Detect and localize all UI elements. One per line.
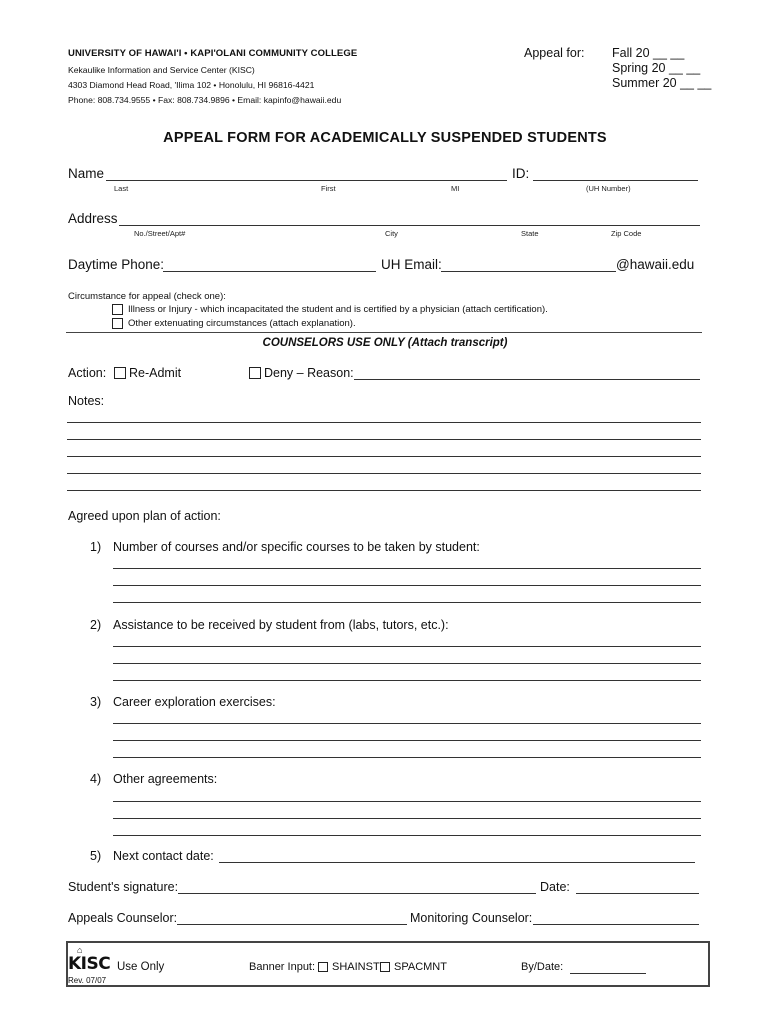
id-sub-uh: (UH Number) (586, 184, 631, 193)
plan-item-2-line[interactable] (113, 663, 701, 664)
shainst-label: SHAINST (332, 961, 380, 973)
plan-item-3-line[interactable] (113, 757, 701, 758)
readmit-label: Re-Admit (129, 366, 182, 380)
use-only-label: Use Only (117, 961, 165, 973)
student-signature-field[interactable] (178, 893, 536, 894)
term-summer[interactable]: Summer 20 __ __ (612, 76, 712, 90)
notes-line[interactable] (67, 490, 701, 491)
house-icon: ⌂ (77, 945, 83, 955)
readmit-checkbox[interactable] (114, 367, 126, 379)
notes-label: Notes: (68, 394, 105, 408)
phone-field[interactable] (163, 271, 376, 272)
by-date-field[interactable] (570, 973, 646, 974)
illness-checkbox[interactable] (112, 304, 123, 315)
plan-item-3-num: 3) (90, 695, 102, 709)
other-circumstance-label: Other extenuating circumstances (attach explanation). (128, 318, 356, 329)
plan-item-1-line[interactable] (113, 602, 701, 603)
section-divider (66, 332, 702, 333)
address-sub-state: State (521, 229, 539, 238)
id-field[interactable] (533, 180, 698, 181)
spacmnt-label: SPACMNT (394, 961, 447, 973)
plan-item-3-line[interactable] (113, 740, 701, 741)
plan-item-2-num: 2) (90, 618, 102, 632)
action-label: Action: (68, 366, 107, 380)
center-contact: Phone: 808.734.9555 • Fax: 808.734.9896 • Email: kapinfo@hawaii.edu (68, 95, 342, 105)
plan-item-5-text: Next contact date: (113, 849, 214, 863)
plan-item-2-line[interactable] (113, 646, 701, 647)
name-sub-last: Last (114, 184, 129, 193)
plan-item-4-line[interactable] (113, 835, 701, 836)
term-fall[interactable]: Fall 20 __ __ (612, 46, 685, 60)
next-contact-date-field[interactable] (219, 862, 695, 863)
counselors-heading: COUNSELORS USE ONLY (Attach transcript) (262, 337, 508, 349)
address-field[interactable] (119, 225, 700, 226)
plan-item-2-text: Assistance to be received by student from (labs, tutors, etc.): (113, 618, 449, 632)
plan-item-4-line[interactable] (113, 801, 701, 802)
notes-line[interactable] (67, 456, 701, 457)
appeals-counselor-label: Appeals Counselor: (68, 911, 178, 925)
notes-line[interactable] (67, 439, 701, 440)
plan-item-1-num: 1) (90, 540, 102, 554)
other-circumstance-checkbox[interactable] (112, 318, 123, 329)
notes-line[interactable] (67, 473, 701, 474)
plan-item-2-line[interactable] (113, 680, 701, 681)
address-sub-zip: Zip Code (611, 229, 642, 238)
date-field[interactable] (576, 893, 699, 894)
plan-item-1-line[interactable] (113, 585, 701, 586)
center-address: 4303 Diamond Head Road, 'Ilima 102 • Honolulu, HI 96816-4421 (68, 80, 315, 90)
kisc-logo: KISC (68, 954, 111, 974)
banner-input-label: Banner Input: (249, 961, 316, 973)
name-label: Name (68, 166, 105, 181)
monitoring-counselor-label: Monitoring Counselor: (410, 911, 533, 925)
uh-email-label: UH Email: (381, 257, 442, 272)
circumstance-label: Circumstance for appeal (check one): (68, 291, 226, 302)
address-label: Address (68, 211, 118, 226)
spacmnt-checkbox[interactable] (380, 962, 390, 972)
deny-checkbox[interactable] (249, 367, 261, 379)
shainst-checkbox[interactable] (318, 962, 328, 972)
plan-item-4-num: 4) (90, 772, 102, 786)
id-label: ID: (512, 166, 530, 181)
plan-item-1-line[interactable] (113, 568, 701, 569)
address-sub-city: City (385, 229, 398, 238)
revision-label: Rev. 07/07 (68, 976, 107, 985)
plan-item-5-num: 5) (90, 849, 102, 863)
form-title: APPEAL FORM FOR ACADEMICALLY SUSPENDED STUDENTS (163, 130, 607, 146)
plan-label: Agreed upon plan of action: (68, 509, 221, 523)
term-spring[interactable]: Spring 20 __ __ (612, 61, 701, 75)
date-label: Date: (540, 880, 570, 894)
student-signature-label: Student's signature: (68, 880, 179, 894)
plan-item-1-text: Number of courses and/or specific courses to be taken by student: (113, 540, 480, 554)
by-date-label: By/Date: (521, 961, 564, 973)
appeals-counselor-field[interactable] (177, 924, 407, 925)
monitoring-counselor-field[interactable] (533, 924, 699, 925)
plan-item-3-text: Career exploration exercises: (113, 695, 276, 709)
plan-item-4-text: Other agreements: (113, 772, 218, 786)
plan-item-3-line[interactable] (113, 723, 701, 724)
deny-reason-field[interactable] (354, 379, 700, 380)
email-suffix: @hawaii.edu (616, 257, 695, 272)
deny-label: Deny – Reason: (264, 366, 354, 380)
address-sub-street: No./Street/Apt# (134, 229, 186, 238)
illness-option-label: Illness or Injury - which incapacitated the student and is certified by a physician (attach certification). (128, 304, 548, 315)
name-sub-mi: MI (451, 184, 460, 193)
center-name: Kekaulike Information and Service Center (KISC) (68, 65, 255, 75)
uh-email-field[interactable] (441, 271, 616, 272)
name-sub-first: First (321, 184, 336, 193)
phone-label: Daytime Phone: (68, 257, 165, 272)
notes-line[interactable] (67, 422, 701, 423)
plan-item-4-line[interactable] (113, 818, 701, 819)
name-field[interactable] (106, 180, 507, 181)
appeal-for-label: Appeal for: (524, 46, 585, 60)
institution-name: UNIVERSITY OF HAWAI'I • KAPI'OLANI COMMUNITY COLLEGE (68, 48, 358, 59)
